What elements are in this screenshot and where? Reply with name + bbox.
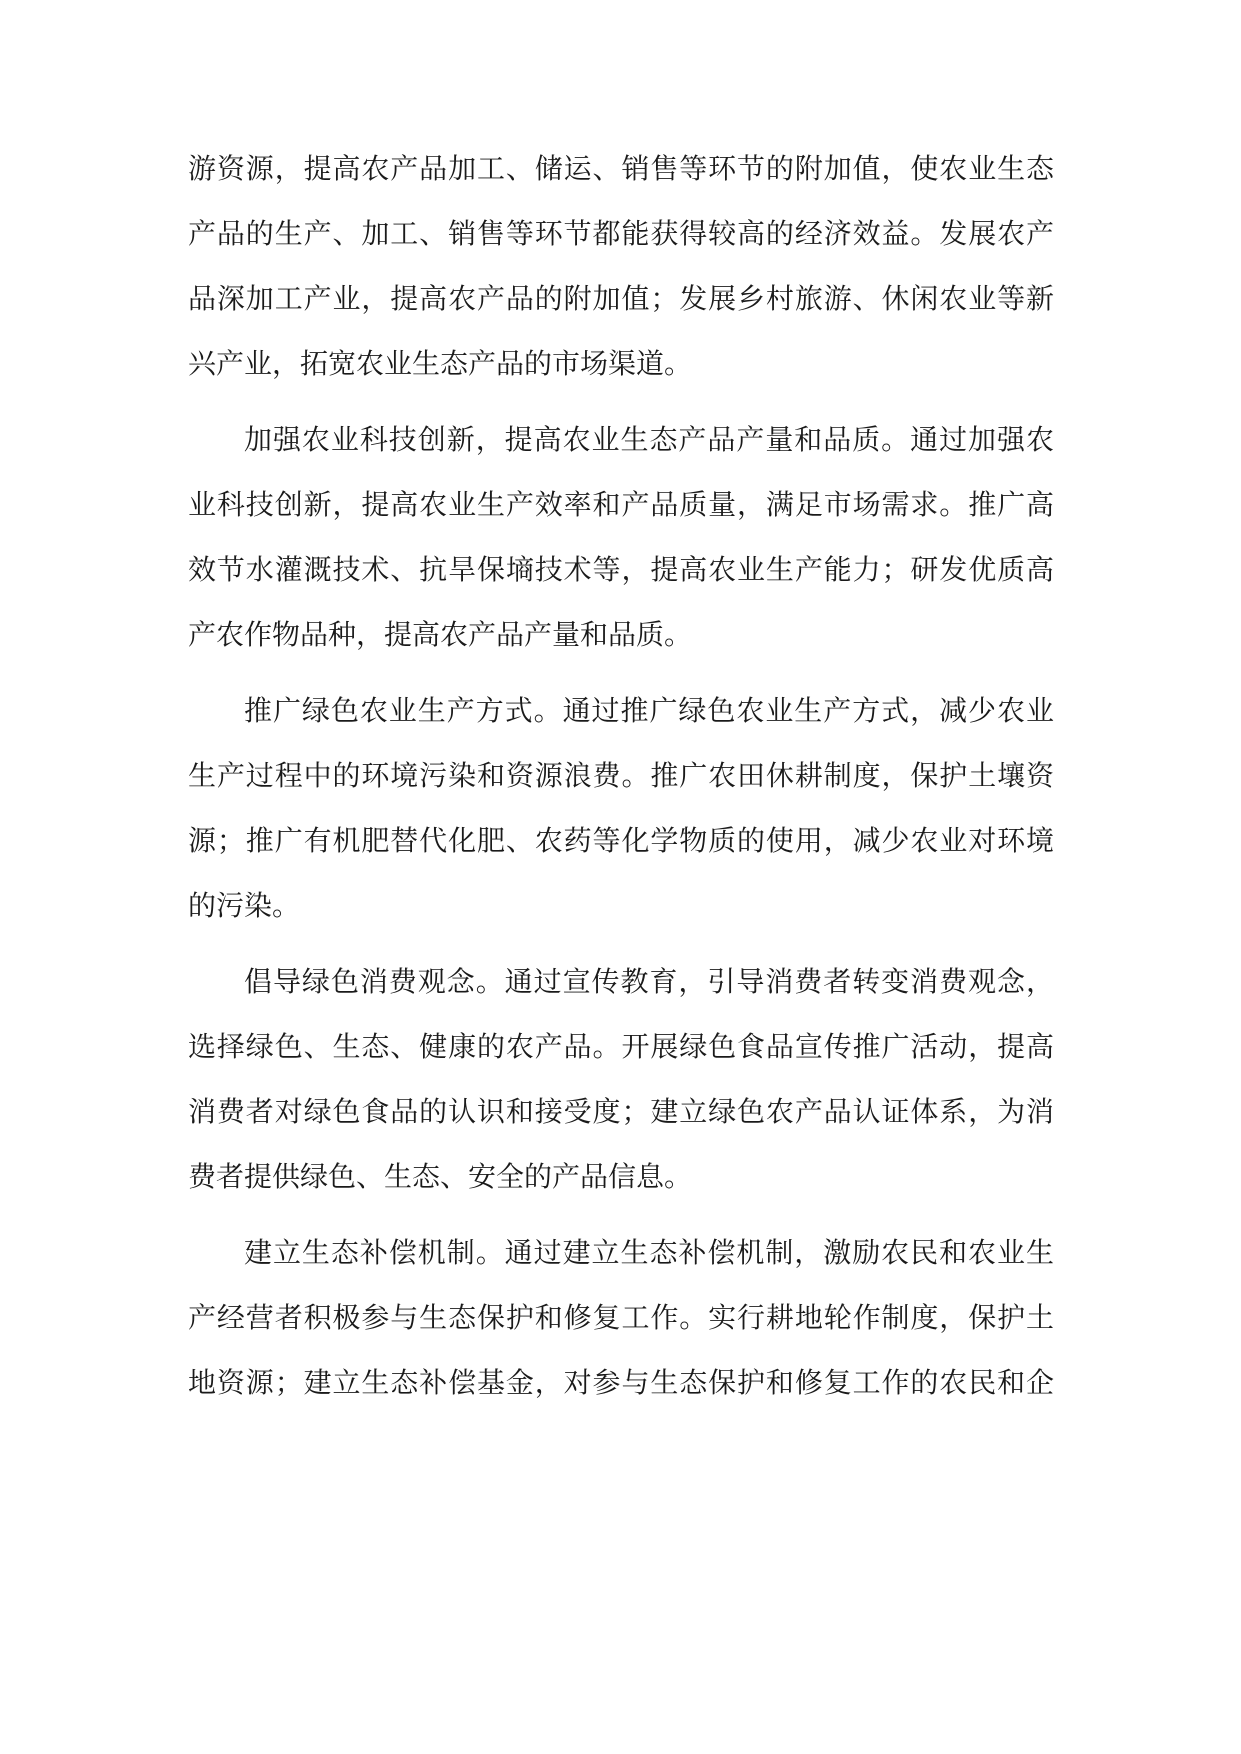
text-line: 消费者对绿色食品的认识和接受度；建立绿色农产品认证体系，为消	[188, 1095, 1054, 1128]
paragraph-3	[188, 678, 1054, 938]
text-line: 的污染。	[188, 889, 301, 922]
text-line: 建立生态补偿机制。通过建立生态补偿机制，激励农民和农业生	[244, 1236, 1054, 1269]
text-line: 选择绿色、生态、健康的农产品。开展绿色食品宣传推广活动，提高	[188, 1030, 1054, 1063]
text-line: 业科技创新，提高农业生产效率和产品质量，满足市场需求。推广高	[188, 488, 1054, 521]
text-line: 推广绿色农业生产方式。通过推广绿色农业生产方式，减少农业	[244, 694, 1054, 727]
text-line: 费者提供绿色、生态、安全的产品信息。	[188, 1160, 693, 1193]
text-line: 生产过程中的环境污染和资源浪费。推广农田休耕制度，保护土壤资	[188, 759, 1054, 792]
paragraph-5	[188, 1220, 1054, 1415]
text-line: 效节水灌溉技术、抗旱保墒技术等，提高农业生产能力；研发优质高	[188, 553, 1054, 586]
paragraph-2	[188, 407, 1054, 667]
text-line: 兴产业，拓宽农业生态产品的市场渠道。	[188, 347, 693, 380]
paragraph-1	[188, 136, 1054, 396]
text-line: 品深加工产业，提高农产品的附加值；发展乡村旅游、休闲农业等新	[188, 282, 1054, 315]
text-line: 源；推广有机肥替代化肥、农药等化学物质的使用，减少农业对环境	[188, 824, 1054, 857]
text-line: 产品的生产、加工、销售等环节都能获得较高的经济效益。发展农产	[188, 217, 1054, 250]
document-body	[188, 136, 1054, 1426]
text-line: 产经营者积极参与生态保护和修复工作。实行耕地轮作制度，保护土	[188, 1301, 1054, 1334]
text-line: 游资源，提高农产品加工、储运、销售等环节的附加值，使农业生态	[188, 152, 1054, 185]
text-line: 倡导绿色消费观念。通过宣传教育，引导消费者转变消费观念，	[244, 965, 1054, 998]
text-line: 加强农业科技创新，提高农业生态产品产量和品质。通过加强农	[244, 423, 1054, 456]
text-line: 产农作物品种，提高农产品产量和品质。	[188, 618, 693, 651]
text-line: 地资源；建立生态补偿基金，对参与生态保护和修复工作的农民和企	[188, 1366, 1054, 1399]
paragraph-4	[188, 949, 1054, 1209]
